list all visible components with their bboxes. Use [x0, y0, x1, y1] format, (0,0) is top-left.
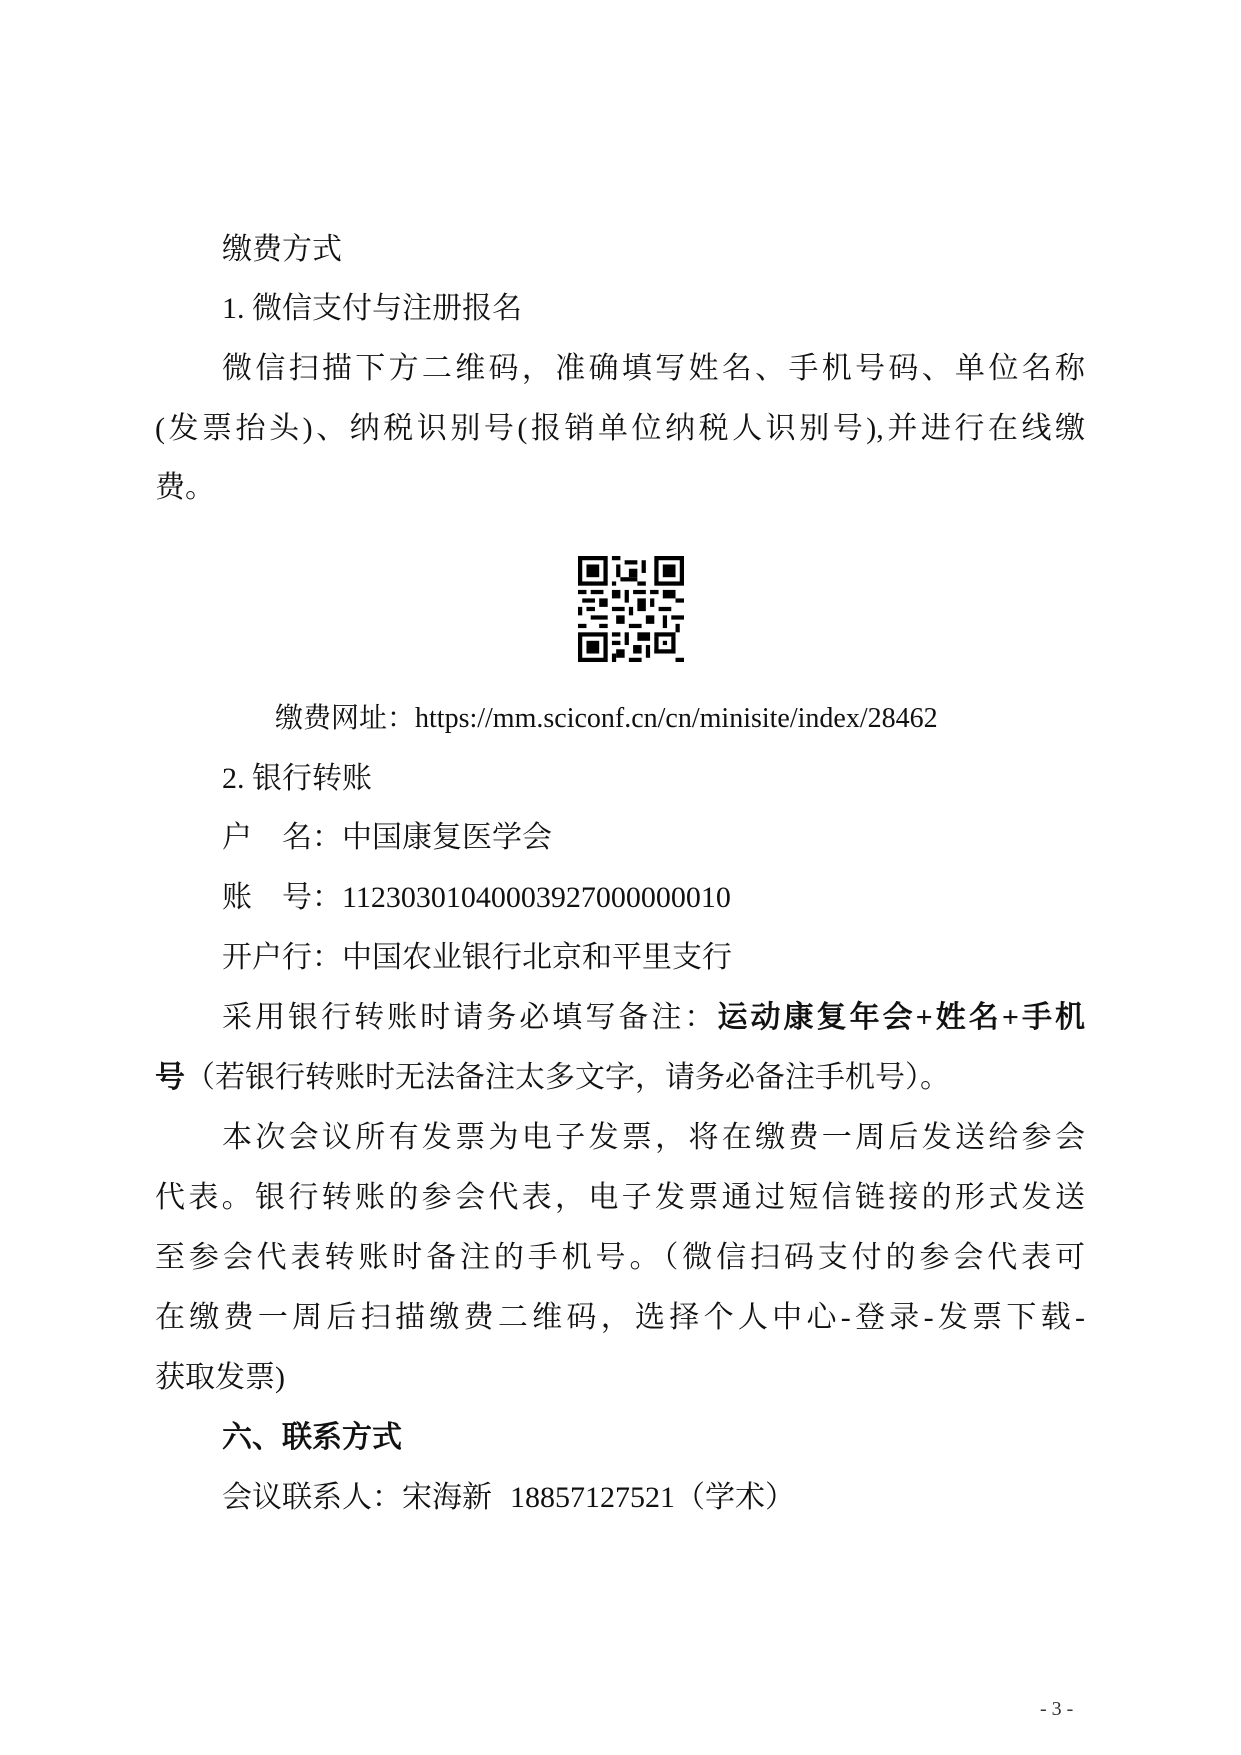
wechat-paragraph-line-2: (发票抬头)、纳税识别号(报销单位纳税人识别号),并进行在线缴 [155, 412, 1085, 445]
payment-url-link[interactable]: https://mm.sciconf.cn/cn/minisite/index/28462 [415, 703, 938, 734]
transfer-note-required-text: 运动康复年会+姓名+手机 [717, 1001, 1085, 1034]
wechat-paragraph-line-1: 微信扫描下方二维码，准确填写姓名、手机号码、单位名称 [222, 352, 1085, 385]
payment-url-line [275, 701, 938, 737]
bank-name-value: 中国农业银行北京和平里支行 [342, 941, 732, 974]
account-name-row [222, 820, 552, 856]
bank-name-row [222, 940, 732, 976]
transfer-note-line-1 [222, 1000, 1085, 1036]
account-name-value: 中国康复医学会 [342, 821, 552, 854]
section-payment-heading: 缴费方式 [222, 233, 342, 266]
account-name-label: 户 名： [222, 821, 342, 854]
contact-phone: 18857127521 [510, 1481, 675, 1514]
contact-label: 会议联系人： [222, 1481, 402, 1514]
transfer-note-line-2 [155, 1060, 950, 1096]
invoice-line-4: 在缴费一周后扫描缴费二维码，选择个人中心-登录-发票下载- [155, 1301, 1085, 1334]
payment-url-label: 缴费网址： [275, 703, 416, 734]
invoice-line-5: 获取发票) [155, 1361, 285, 1394]
contact-row [222, 1480, 795, 1516]
wechat-title: 1. 微信支付与注册报名 [222, 292, 522, 325]
bank-title: 2. 银行转账 [222, 762, 372, 795]
invoice-line-1: 本次会议所有发票为电子发票，将在缴费一周后发送给参会 [222, 1121, 1085, 1154]
account-number-value: 11230301040003927000000010 [342, 881, 731, 914]
bank-name-label: 开户行： [222, 941, 342, 974]
account-number-label: 账 号： [222, 881, 342, 914]
account-number-row [222, 880, 731, 916]
transfer-note-rest: （若银行转账时无法备注太多文字，请务必备注手机号）。 [185, 1061, 950, 1094]
transfer-note-required-text-end: 号 [155, 1061, 185, 1094]
payment-qr-code [578, 556, 684, 662]
transfer-note-prefix: 采用银行转账时请务必填写备注： [222, 1001, 718, 1034]
invoice-line-3: 至参会代表转账时备注的手机号。（微信扫码支付的参会代表可 [155, 1241, 1085, 1274]
contact-heading: 六、联系方式 [222, 1421, 402, 1454]
wechat-paragraph-line-3: 费。 [155, 471, 215, 504]
page-number: - 3 - [1040, 1698, 1074, 1720]
contact-name: 宋海新 [402, 1481, 492, 1514]
invoice-line-2: 代表。银行转账的参会代表，电子发票通过短信链接的形式发送 [155, 1181, 1085, 1214]
contact-role: （学术） [675, 1481, 795, 1514]
